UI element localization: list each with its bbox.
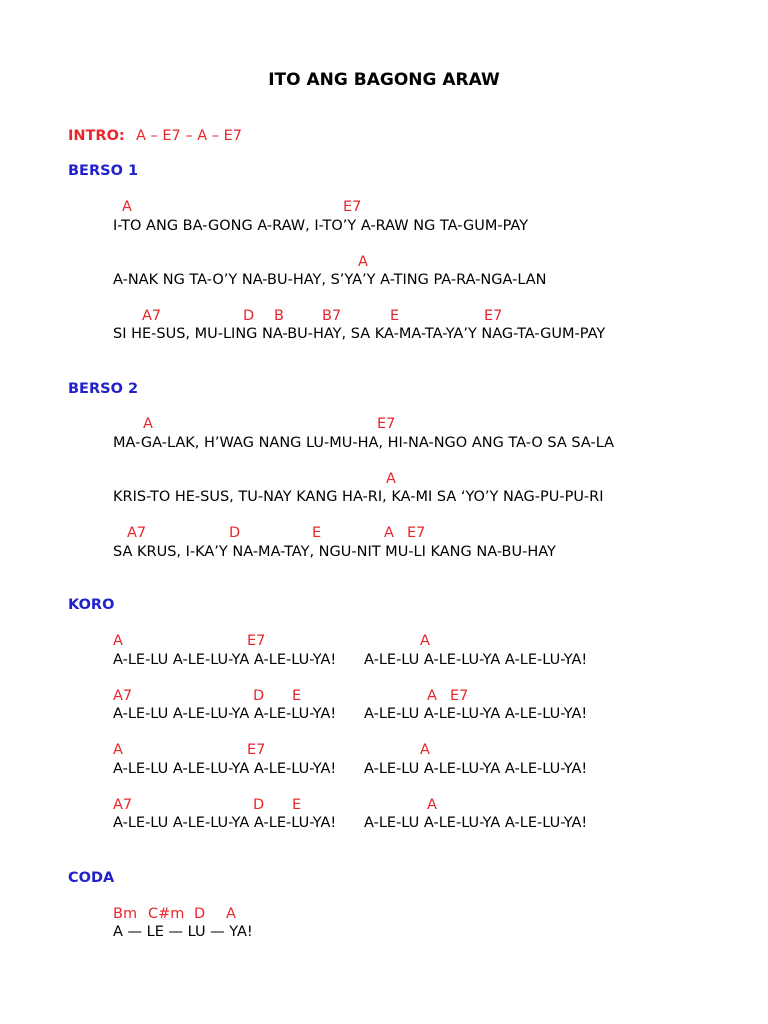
lyric-line: A-LE-LU A-LE-LU-YA A-LE-LU-YA!	[113, 761, 337, 777]
chord: A	[143, 416, 153, 432]
chord: B7	[322, 308, 342, 324]
chord: E7	[450, 688, 469, 704]
chord: A	[427, 688, 437, 704]
song-title: ITO ANG BAGONG ARAW	[268, 70, 500, 90]
chord: E7	[407, 525, 426, 541]
chord: A7	[113, 797, 133, 813]
chord: D	[253, 797, 265, 813]
chord: A	[113, 633, 123, 649]
lyric-line: A-LE-LU A-LE-LU-YA A-LE-LU-YA!	[113, 652, 337, 668]
chord: E	[292, 688, 302, 704]
chord: A	[384, 525, 394, 541]
chord: E7	[377, 416, 396, 432]
chord: D	[194, 906, 206, 922]
chord: A	[226, 906, 236, 922]
lyric-line: A-LE-LU A-LE-LU-YA A-LE-LU-YA!	[113, 815, 337, 831]
chord: E7	[343, 199, 362, 215]
intro-label: INTRO:	[68, 128, 125, 144]
lyric-line: A-LE-LU A-LE-LU-YA A-LE-LU-YA!	[113, 706, 337, 722]
intro-chords: A – E7 – A – E7	[136, 128, 243, 144]
lyric-line-right: A-LE-LU A-LE-LU-YA A-LE-LU-YA!	[364, 706, 588, 722]
lyric-line: KRIS-TO HE-SUS, TU-NAY KANG HA-RI, KA-MI SA ‘YO’Y NAG-PU-PU-RI	[113, 489, 604, 505]
chord: D	[229, 525, 241, 541]
chord: B	[274, 308, 284, 324]
section-heading-berso-1: BERSO 1	[68, 163, 139, 179]
lyric-line: SA KRUS, I-KA’Y NA-MA-TAY, NGU-NIT MU-LI KANG NA-BU-HAY	[113, 544, 556, 560]
section-heading-berso-2: BERSO 2	[68, 381, 139, 397]
chord: A7	[127, 525, 147, 541]
chord: A	[420, 633, 430, 649]
section-heading-koro: KORO	[68, 597, 115, 613]
chord: E7	[484, 308, 503, 324]
chord: A	[386, 471, 396, 487]
chord: E7	[247, 742, 266, 758]
chord: A	[122, 199, 132, 215]
lyric-line-right: A-LE-LU A-LE-LU-YA A-LE-LU-YA!	[364, 815, 588, 831]
lyric-line: I-TO ANG BA-GONG A-RAW, I-TO’Y A-RAW NG TA-GUM-PAY	[113, 218, 529, 234]
lyric-line: SI HE-SUS, MU-LING NA-BU-HAY, SA KA-MA-TA-YA’Y NAG-TA-GUM-PAY	[113, 326, 606, 342]
chord: A	[427, 797, 437, 813]
chord: D	[243, 308, 255, 324]
lyric-line: A-NAK NG TA-O’Y NA-BU-HAY, S’YA’Y A-TING PA-RA-NGA-LAN	[113, 272, 547, 288]
lyric-line-right: A-LE-LU A-LE-LU-YA A-LE-LU-YA!	[364, 652, 588, 668]
chord: A7	[113, 688, 133, 704]
chord: Bm	[113, 906, 138, 922]
chord: C#m	[148, 906, 185, 922]
chord: A	[420, 742, 430, 758]
lyric-line-right: A-LE-LU A-LE-LU-YA A-LE-LU-YA!	[364, 761, 588, 777]
chord: E7	[247, 633, 266, 649]
chord: A	[113, 742, 123, 758]
chord: E	[292, 797, 302, 813]
chord: E	[390, 308, 400, 324]
lyric-line: MA-GA-LAK, H’WAG NANG LU-MU-HA, HI-NA-NGO ANG TA-O SA SA-LA	[113, 435, 615, 451]
chord: D	[253, 688, 265, 704]
lyric-line: A — LE — LU — YA!	[113, 924, 253, 940]
chord: A	[358, 254, 368, 270]
section-heading-coda: CODA	[68, 870, 115, 886]
chord: E	[312, 525, 322, 541]
chord: A7	[142, 308, 162, 324]
